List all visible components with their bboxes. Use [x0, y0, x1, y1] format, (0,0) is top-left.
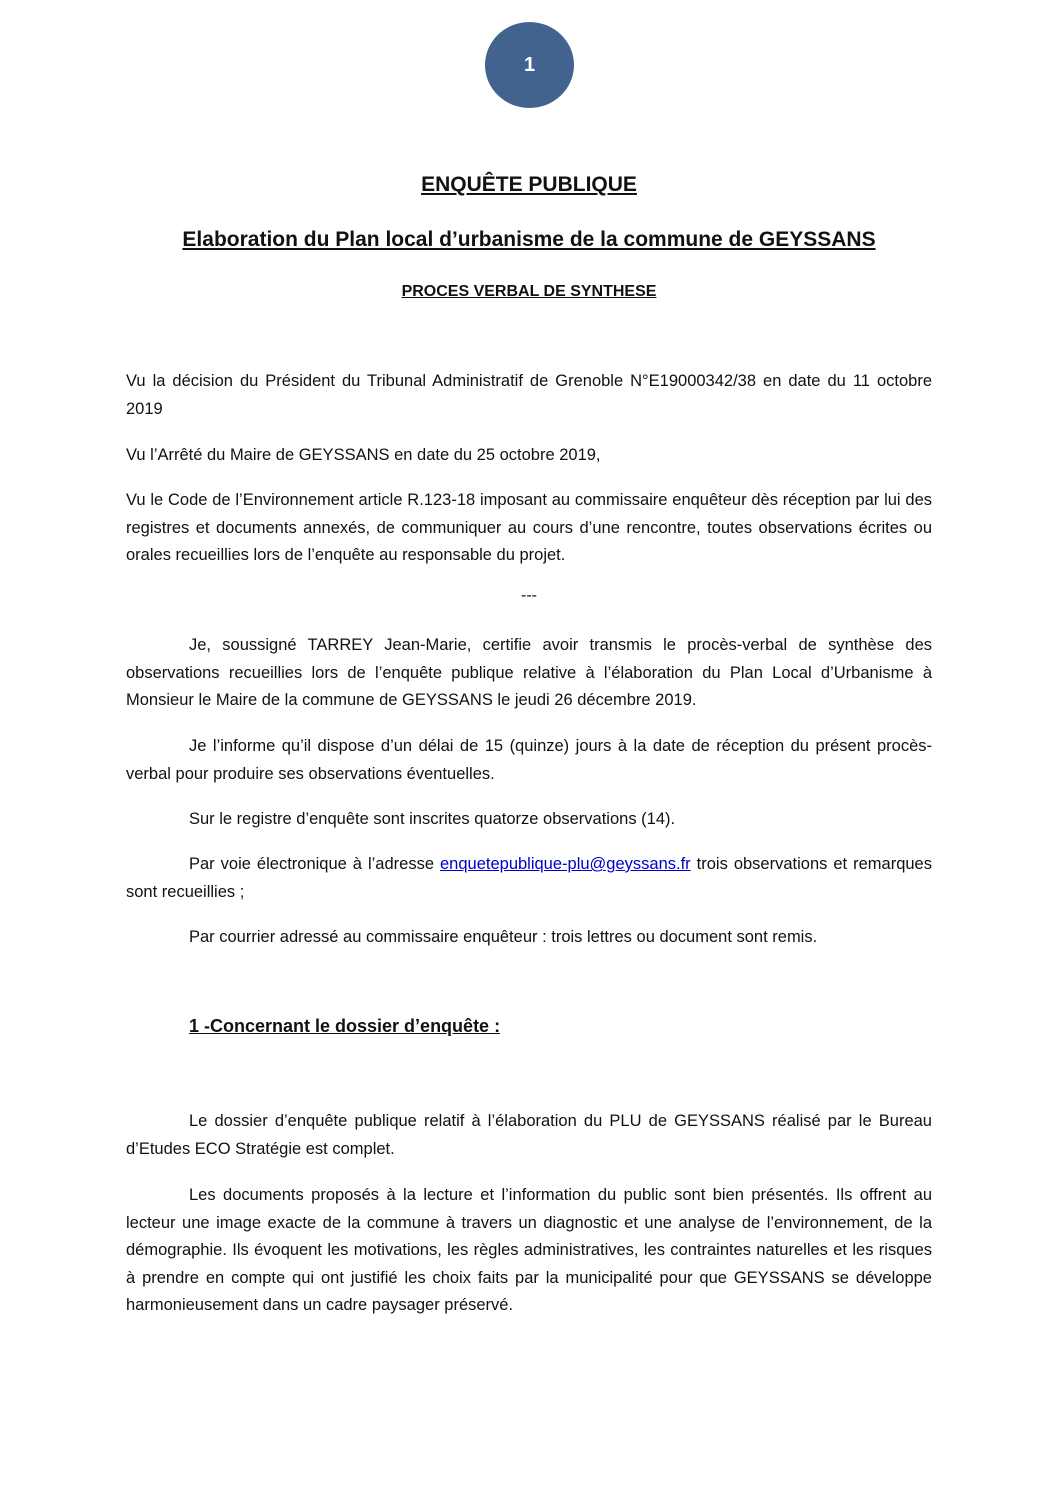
email-link[interactable]: enquetepublique-plu@geyssans.fr — [440, 855, 691, 873]
electronique-text-before: Par voie électronique à l’adresse — [189, 855, 440, 873]
intro-paragraph-decision: Vu la décision du Président du Tribunal Administratif de Grenoble N°E19000342/38 en date du 11 octobre 2019 — [126, 372, 932, 418]
page-number-badge: 1 — [485, 22, 574, 108]
intro-paragraph-code: Vu le Code de l’Environnement article R.123-18 imposant au commissaire enquêteur dès réception par lui des registres et documents annexés, de communiquer au cours d’une rencontre, toutes observations écrites ou orales recueillies lors de l’enquête au responsable du projet. — [126, 491, 932, 564]
section-paragraph-documents: Les documents proposés à la lecture et l’information du public sont bien présentés. Ils offrent au lecteur une image exacte de la commune à travers un diagnostic et une analyse de l’environnement, de la démographie. Ils évoquent les motivations, les règles administratives, les contraintes naturelles et les risques à prendre en compte qui ont justifié les choix faits par la municipalité pour que GEYSSANS se développe harmonieusement dans un cadre paysager préservé. — [126, 1186, 932, 1314]
body-paragraph-courrier: Par courrier adressé au commissaire enquêteur : trois lettres ou document sont remis. — [189, 928, 818, 946]
body-paragraph-delai: Je l’informe qu’il dispose d’un délai de 15 (quinze) jours à la date de réception du présent procès-verbal pour produire ses observations éventuelles. — [126, 737, 932, 783]
document-type: PROCES VERBAL DE SYNTHESE — [401, 283, 657, 300]
body-paragraph-registre: Sur le registre d’enquête sont inscrites quatorze observations (14). — [189, 810, 676, 828]
section-heading-dossier: 1 -Concernant le dossier d’enquête : — [189, 1016, 501, 1036]
document-subtitle: Elaboration du Plan local d’urbanisme de la commune de GEYSSANS — [182, 228, 876, 251]
electronique-text-after: trois observations et remarques sont recueillies ; — [126, 855, 932, 901]
body-paragraph-electronique — [126, 851, 932, 906]
body-paragraph-certification: Je, soussigné TARREY Jean-Marie, certifie avoir transmis le procès-verbal de synthèse des observations recueillies lors de l’enquête publique relative à l’élaboration du Plan Local d’Urbanisme à Monsieur le Maire de la commune de GEYSSANS le jeudi 26 décembre 2019. — [126, 636, 932, 709]
intro-paragraph-arrete: Vu l’Arrêté du Maire de GEYSSANS en date du 25 octobre 2019, — [126, 446, 601, 464]
section-paragraph-dossier: Le dossier d’enquête publique relatif à l’élaboration du PLU de GEYSSANS réalisé par le Bureau d’Etudes ECO Stratégie est complet. — [126, 1112, 932, 1158]
separator: --- — [521, 587, 537, 604]
document-title: ENQUÊTE PUBLIQUE — [421, 173, 637, 196]
